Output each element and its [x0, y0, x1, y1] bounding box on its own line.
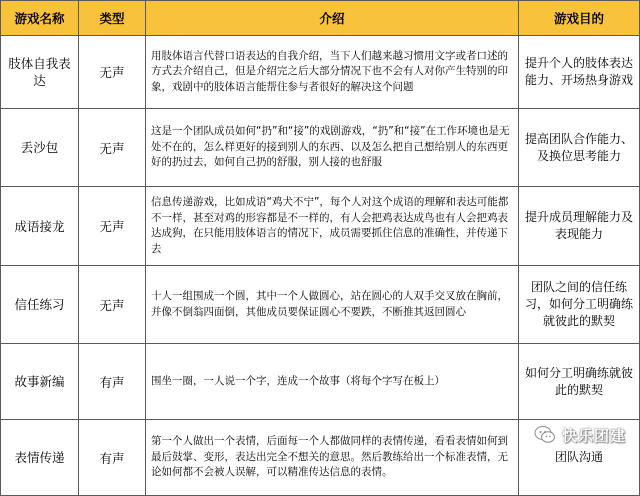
- table-row: [1, 344, 640, 420]
- game-intro: 十人一组围成一个圆，其中一个人做圆心，站在圆心的人双手交叉放在胸前，并像不倒翁四面倒，其他成员要保证圆心不要跌，不断推其返回圆心: [146, 266, 519, 344]
- table-row: [1, 187, 640, 266]
- game-type: 无声: [79, 109, 146, 187]
- header-purpose: 游戏目的: [519, 1, 640, 36]
- table-header-row: [1, 1, 640, 36]
- game-name: 表情传递: [1, 420, 79, 496]
- game-intro: 信息传递游戏，比如成语“鸡犬不宁”，每个人对这个成语的理解和表达可能都不一样，甚至对鸡的形容都是不一样的，有人会把鸡表达成鸟也有人会把鸡表达成狗，在只能用肢体语言的情况下，成员需要抓住信息的准确性，并传递下去: [146, 187, 519, 266]
- game-intro: 第一个人做出一个表情，后面每一个人都做同样的表情传递，看看表情如何到最后鼓掌、变形，表达出完全不想关的意思。然后教练给出一个标准表情，无论如何都不会被人误解，可以精准传达信息的表情。: [146, 420, 519, 496]
- game-type: 有声: [79, 344, 146, 420]
- game-type: 有声: [79, 420, 146, 496]
- wechat-icon: [534, 424, 556, 446]
- game-purpose: 如何分工明确练就彼此的默契: [519, 344, 640, 420]
- game-name: 丢沙包: [1, 109, 79, 187]
- game-name: 信任练习: [1, 266, 79, 344]
- game-purpose: 提升个人的肢体表达能力、开场热身游戏: [519, 36, 640, 109]
- watermark: [534, 424, 626, 446]
- game-type: 无声: [79, 187, 146, 266]
- table-row: [1, 266, 640, 344]
- game-name: 成语接龙: [1, 187, 79, 266]
- game-name: 故事新编: [1, 344, 79, 420]
- game-name: 肢体自我表达: [1, 36, 79, 109]
- table-row: [1, 109, 640, 187]
- game-intro: 用肢体语言代替口语表达的自我介绍，当下人们越来越习惯用文字或者口述的方式去介绍自己，但是介绍完之后大部分情况下也不会有人对你产生特别的印象，戏剧中的肢体语言能帮住参与者很好的解决这个问题: [146, 36, 519, 109]
- header-intro: 介绍: [146, 1, 519, 36]
- game-type: 无声: [79, 36, 146, 109]
- table-row: [1, 36, 640, 109]
- watermark-text: 快乐团建: [561, 426, 626, 445]
- header-name: 游戏名称: [1, 1, 79, 36]
- game-purpose: 提高团队合作能力、及换位思考能力: [519, 109, 640, 187]
- header-type: 类型: [79, 1, 146, 36]
- game-purpose: 团队之间的信任练习，如何分工明确练就彼此的默契: [519, 266, 640, 344]
- game-purpose: 团队沟通: [519, 420, 640, 496]
- game-purpose: 提升成员理解能力及表现能力: [519, 187, 640, 266]
- game-intro: 这是一个团队成员如何“扔”和“接”的戏剧游戏，“扔”和“接”在工作环境也是无处不在的，怎么样更好的接到别人的东西、以及怎么把自己想给别人的东西更好的扔过去，如何自己扔的舒服，别人接的也舒服: [146, 109, 519, 187]
- game-type: 无声: [79, 266, 146, 344]
- game-intro: 围坐一圈，一人说一个字，连成一个故事（将每个字写在板上）: [146, 344, 519, 420]
